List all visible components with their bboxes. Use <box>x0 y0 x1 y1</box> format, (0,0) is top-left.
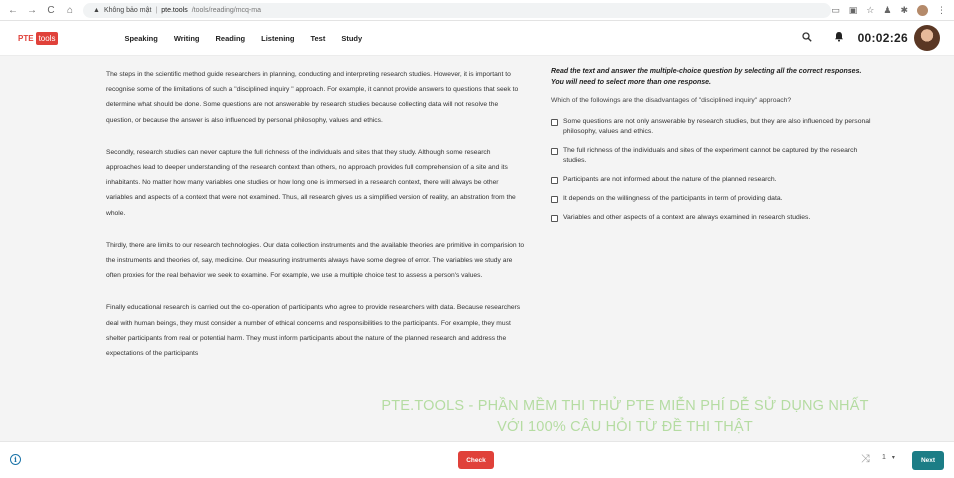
url-separator: | <box>155 6 158 14</box>
option-label[interactable]: Some questions are not only answerable by research studies, but they are also influenced by personal philosophy, values and ethics. <box>563 118 871 135</box>
menu-item-test[interactable]: Test <box>310 33 326 43</box>
main-menu <box>124 34 378 43</box>
answer-option[interactable] <box>551 194 871 204</box>
question-prompt: Which of the followings are the disadvantages of "disciplined inquiry" approach? <box>551 97 792 104</box>
info-icon[interactable]: i <box>10 454 21 465</box>
passage-paragraph: Finally educational research is carried out the co-operation of participants who agree to provide researchers with data. Because researchers deal with human beings, they must consider a number of ethical concerns and responsibilities to the participants. For example, they must shelter participants from real or potential harm. They must inform participants about the nature of the planned research and address the expectations of the participants <box>106 304 521 358</box>
puzzle-icon[interactable]: ✱ <box>900 4 908 15</box>
promo-watermark <box>300 396 950 438</box>
reading-passage <box>106 67 526 378</box>
warning-icon: ▲ <box>93 6 100 14</box>
logo[interactable] <box>18 32 58 45</box>
option-checkbox[interactable] <box>551 119 558 126</box>
next-button[interactable]: Next <box>912 451 944 470</box>
question-number-select[interactable] <box>882 454 895 461</box>
option-checkbox[interactable] <box>551 148 558 155</box>
header-actions <box>800 25 940 51</box>
browser-toolbar <box>0 0 954 21</box>
url-path: /tools/reading/mcq-ma <box>191 6 261 14</box>
passage-paragraph: The steps in the scientific method guide researchers in planning, conducting and interpreting research studies. However, it is important to recognise some of the limitations of such a "disciplined inquiry " approach. For example, it cannot provide answers to questions that seek to determine what should be done. Some questions are not answerable by research studies because collecting data will not resolve the question, or because the answer is also influenced by personal philosophy, values and ethics. <box>106 71 519 124</box>
search-icon[interactable] <box>800 32 814 45</box>
passage-paragraph: Thirdly, there are limits to our research technologies. Our data collection instruments and the available theories are primitive in comparision to the instruments and theories of, say, medicine. Our measuring instruments always have some degree of error. The variables we study are often proxies for the real behavior we seek to examine. For example, we use a multiple choice test to assess a person's values. <box>106 241 525 280</box>
answer-option[interactable] <box>551 175 871 185</box>
option-checkbox[interactable] <box>551 215 558 222</box>
bottom-bar <box>0 441 954 478</box>
menu-item-study[interactable]: Study <box>341 33 363 43</box>
more-vert-icon[interactable]: ⋮ <box>937 4 946 15</box>
watermark-line-1: PTE.TOOLS - PHẦN MỀM THI THỬ PTE MIỄN PHÍ DỄ SỬ DỤNG NHẤT <box>381 398 869 414</box>
cast-icon[interactable]: ▭ <box>831 4 840 15</box>
profile-avatar[interactable] <box>917 5 928 16</box>
option-label[interactable]: It depends on the willingness of the participants in term of providing data. <box>563 195 783 202</box>
option-checkbox[interactable] <box>551 177 558 184</box>
home-icon[interactable]: ⌂ <box>66 4 74 16</box>
chevron-down-icon: ▾ <box>891 455 895 461</box>
browser-extensions <box>831 5 946 16</box>
watermark-line-2: VỚI 100% CÂU HỎI TỪ ĐỀ THI THẬT <box>497 419 753 435</box>
app-header <box>0 21 954 56</box>
back-arrow-icon[interactable]: ← <box>8 4 18 16</box>
address-bar[interactable] <box>83 3 831 18</box>
answer-option[interactable] <box>551 146 871 166</box>
user-avatar[interactable] <box>914 25 940 51</box>
question-instruction: Read the text and answer the multiple-choice question by selecting all the correct responses. You will need to select more than one response. <box>551 68 862 86</box>
security-label: Không bảo mật <box>103 6 152 14</box>
extension-icon[interactable]: ♟ <box>883 4 892 15</box>
main-content <box>0 56 954 441</box>
option-label[interactable]: Participants are not informed about the nature of the planned research. <box>563 176 777 183</box>
option-label[interactable]: Variables and other aspects of a context are always examined in research studies. <box>563 214 811 221</box>
menu-item-listening[interactable]: Listening <box>261 33 295 43</box>
star-icon[interactable]: ☆ <box>866 4 875 15</box>
question-number-value: 1 <box>882 454 886 461</box>
reload-icon[interactable]: C <box>47 4 55 16</box>
menu-item-speaking[interactable]: Speaking <box>124 33 158 43</box>
countdown-timer: 00:02:26 <box>857 31 908 45</box>
option-label[interactable]: The full richness of the individuals and sites of the experiment cannot be captured by the research studies. <box>563 147 858 164</box>
menu-item-reading[interactable]: Reading <box>215 33 246 43</box>
forward-arrow-icon[interactable]: → <box>27 4 37 16</box>
answer-option[interactable] <box>551 117 871 137</box>
answer-option[interactable] <box>551 213 871 223</box>
logo-tools: tools <box>36 32 59 45</box>
passage-paragraph: Secondly, research studies can never capture the full richness of the individuals and sites that they study. Although some research approaches lead to deeper understanding of the research context than others, no approach provides full comprehension of a site and its inhabitants. No matter how many variables one studies or how long one is immersed in a research context, there will always be other variables and aspects of a context that were not examined. Thus, all research gives us a simplified version of reality, an abstration from the whole. <box>106 148 516 217</box>
menu-item-writing[interactable]: Writing <box>173 33 200 43</box>
logo-pte: PTE <box>18 33 34 43</box>
url-host: pte.tools <box>161 6 188 14</box>
question-panel <box>551 67 871 232</box>
browser-nav <box>8 5 75 16</box>
option-checkbox[interactable] <box>551 196 558 203</box>
check-button[interactable]: Check <box>458 451 494 469</box>
answer-options <box>551 117 871 223</box>
translate-icon[interactable]: ▣ <box>848 4 858 15</box>
bell-icon[interactable] <box>832 31 846 45</box>
shuffle-icon[interactable]: ⤨ <box>861 453 870 465</box>
